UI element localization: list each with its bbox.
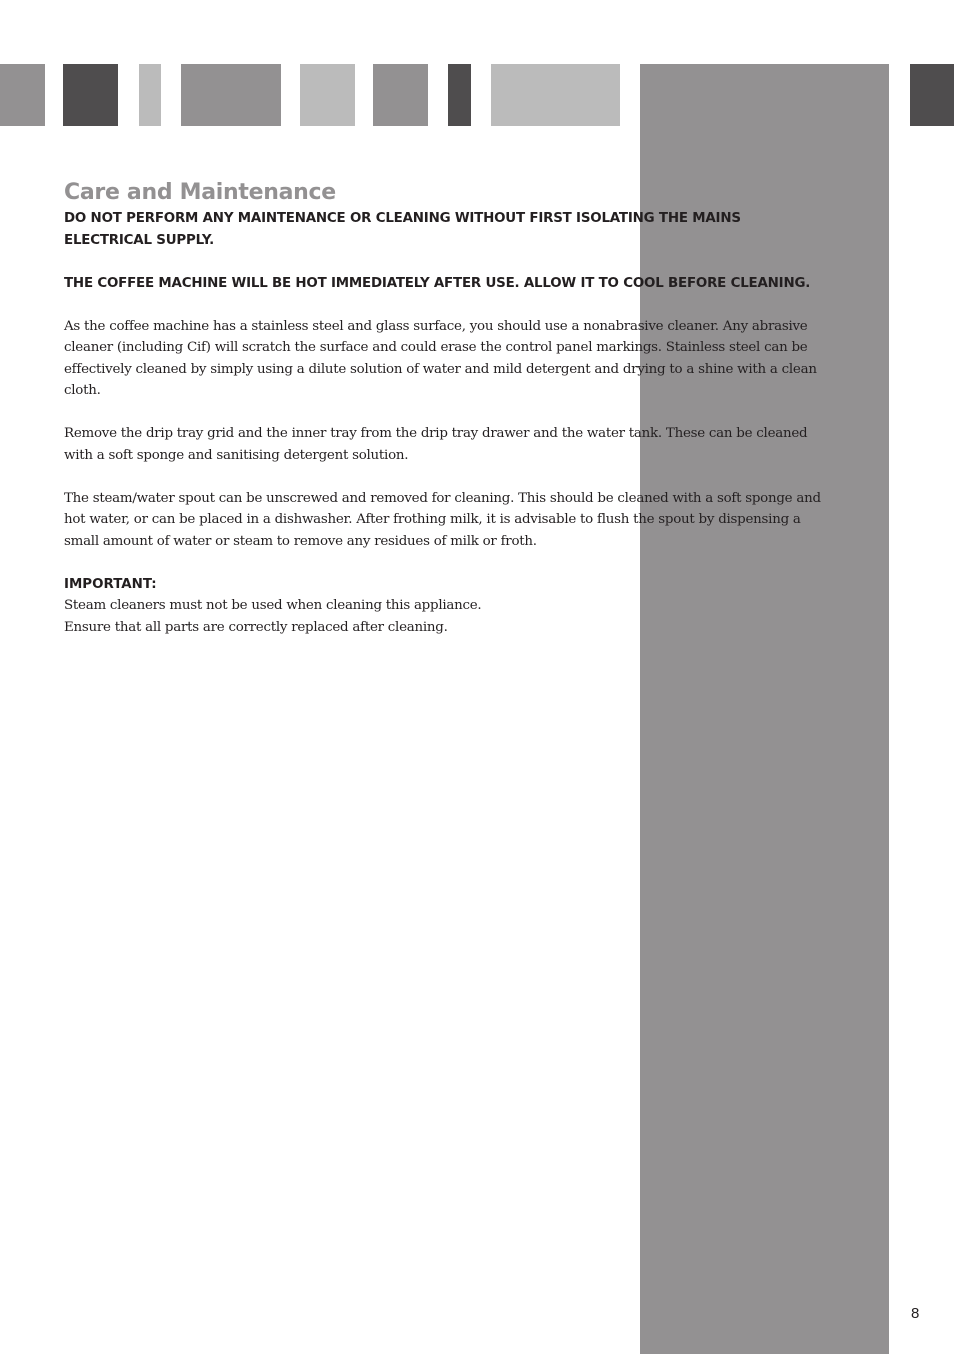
header-block-6 [373, 64, 428, 126]
paragraph-surface-cleaning: As the coffee machine has a stainless steel and glass surface, you should use a nonabrasive cleaner. Any abrasive cleaner (including Cif) will scratch the surface and could erase the control panel markings. Stainless steel can be effectively cleaned by simply using a dilute solution of water and mild detergent and drying to a shine with a clean cloth. [64, 318, 817, 398]
header-block-5 [300, 64, 355, 126]
header-block-2 [63, 64, 118, 126]
header-block-9 [910, 64, 954, 126]
warning-hot-machine: THE COFFEE MACHINE WILL BE HOT IMMEDIATELY AFTER USE. ALLOW IT TO COOL BEFORE CLEANING. [64, 275, 811, 291]
header-block-3 [139, 64, 161, 126]
page-number: 8 [911, 1305, 920, 1322]
header-block-7 [448, 64, 471, 126]
important-heading: IMPORTANT: [64, 576, 157, 592]
important-replace-parts: Ensure that all parts are correctly replaced after cleaning. [64, 619, 448, 635]
header-block-8 [491, 64, 620, 126]
header-block-1 [0, 64, 45, 126]
header-block-4 [181, 64, 281, 126]
paragraph-drip-tray: Remove the drip tray grid and the inner tray from the drip tray drawer and the water tank. These can be cleaned with a soft sponge and sanitising detergent solution. [64, 426, 808, 463]
paragraph-steam-spout: The steam/water spout can be unscrewed and removed for cleaning. This should be cleaned with a soft sponge and hot water, or can be placed in a dishwasher. After frothing milk, it is advisable to flush the spout by dispensing a small amount of water or steam to remove any residues of milk or froth. [64, 490, 821, 549]
important-steam-cleaners: Steam cleaners must not be used when cleaning this appliance. [64, 598, 482, 613]
page-title: Care and Maintenance [64, 180, 336, 205]
warning-isolate-mains: DO NOT PERFORM ANY MAINTENANCE OR CLEANING WITHOUT FIRST ISOLATING THE MAINS ELECTRICAL SUPPLY. [64, 211, 741, 248]
main-content [64, 178, 834, 638]
